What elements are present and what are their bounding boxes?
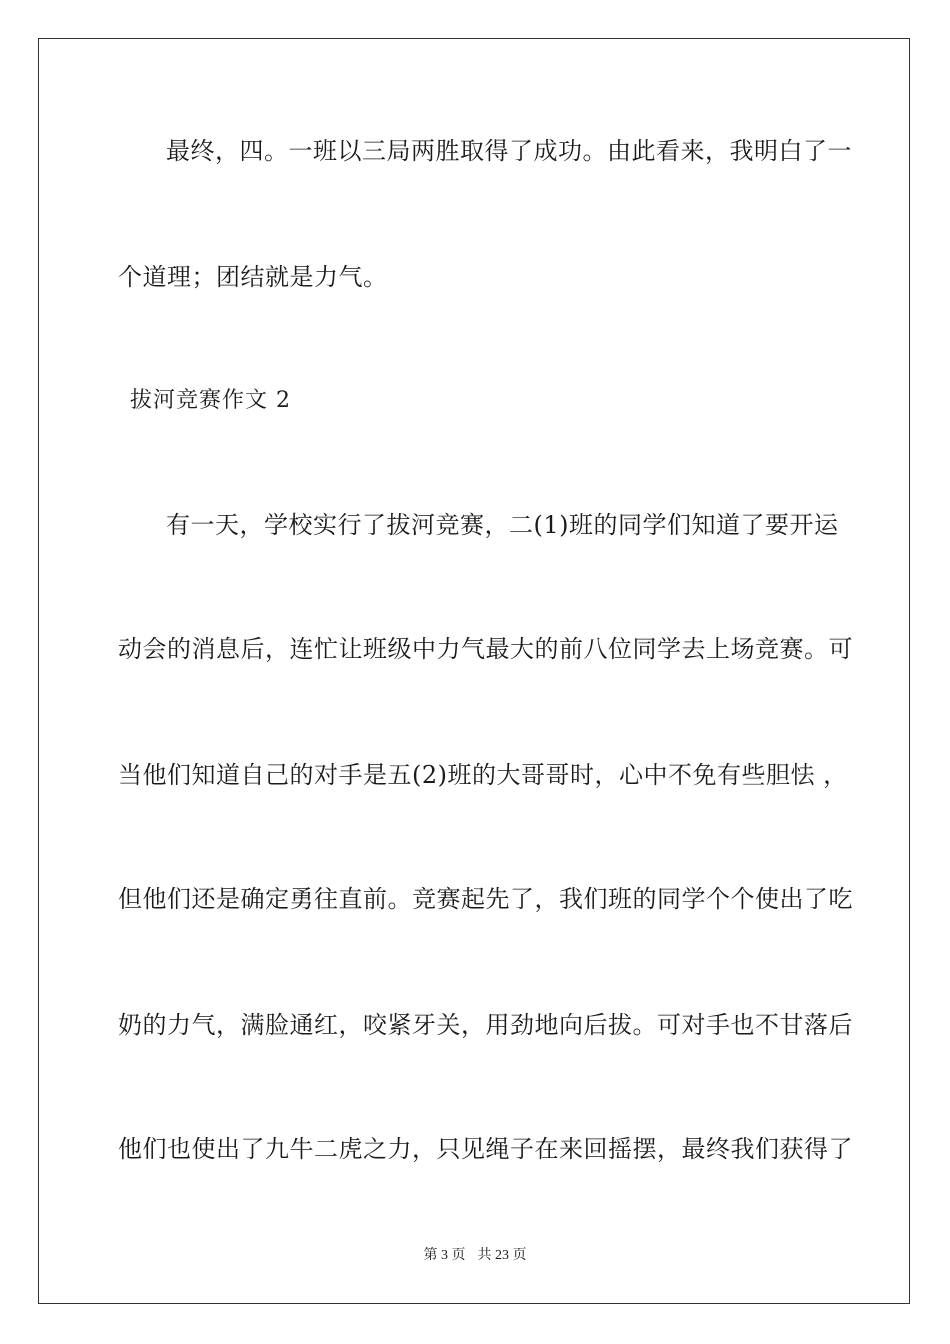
page-border [38,38,910,1304]
paragraph-line: 有一天，学校实行了拔河竞赛，二(1)班的同学们知道了要开运 [166,511,839,539]
paragraph-line: 但他们还是确定勇往直前。竞赛起先了，我们班的同学个个使出了吃 [118,885,853,913]
page-footer [0,1246,950,1266]
paragraph-line: 最终，四。一班以三局两胜取得了成功。由此看来，我明白了一 [166,137,852,165]
page-total: 共 23 页 [477,1248,527,1263]
section-heading: 拔河竞赛作文 2 [130,388,291,413]
paragraph-line: 当他们知道自己的对手是五(2)班的大哥哥时，心中不免有些胆怯 ， [118,761,848,789]
paragraph-line: 动会的消息后，连忙让班级中力气最大的前八位同学去上场竞赛。可 [118,635,853,663]
paragraph-line: 个道理；团结就是力气。 [118,263,388,291]
paragraph-line: 奶的力气，满脸通红，咬紧牙关，用劲地向后拔。可对手也不甘落后 [118,1011,853,1039]
page-number: 第 3 页 [423,1248,466,1263]
paragraph-line: 他们也使出了九牛二虎之力，只见绳子在来回摇摆，最终我们获得了 [118,1135,853,1163]
